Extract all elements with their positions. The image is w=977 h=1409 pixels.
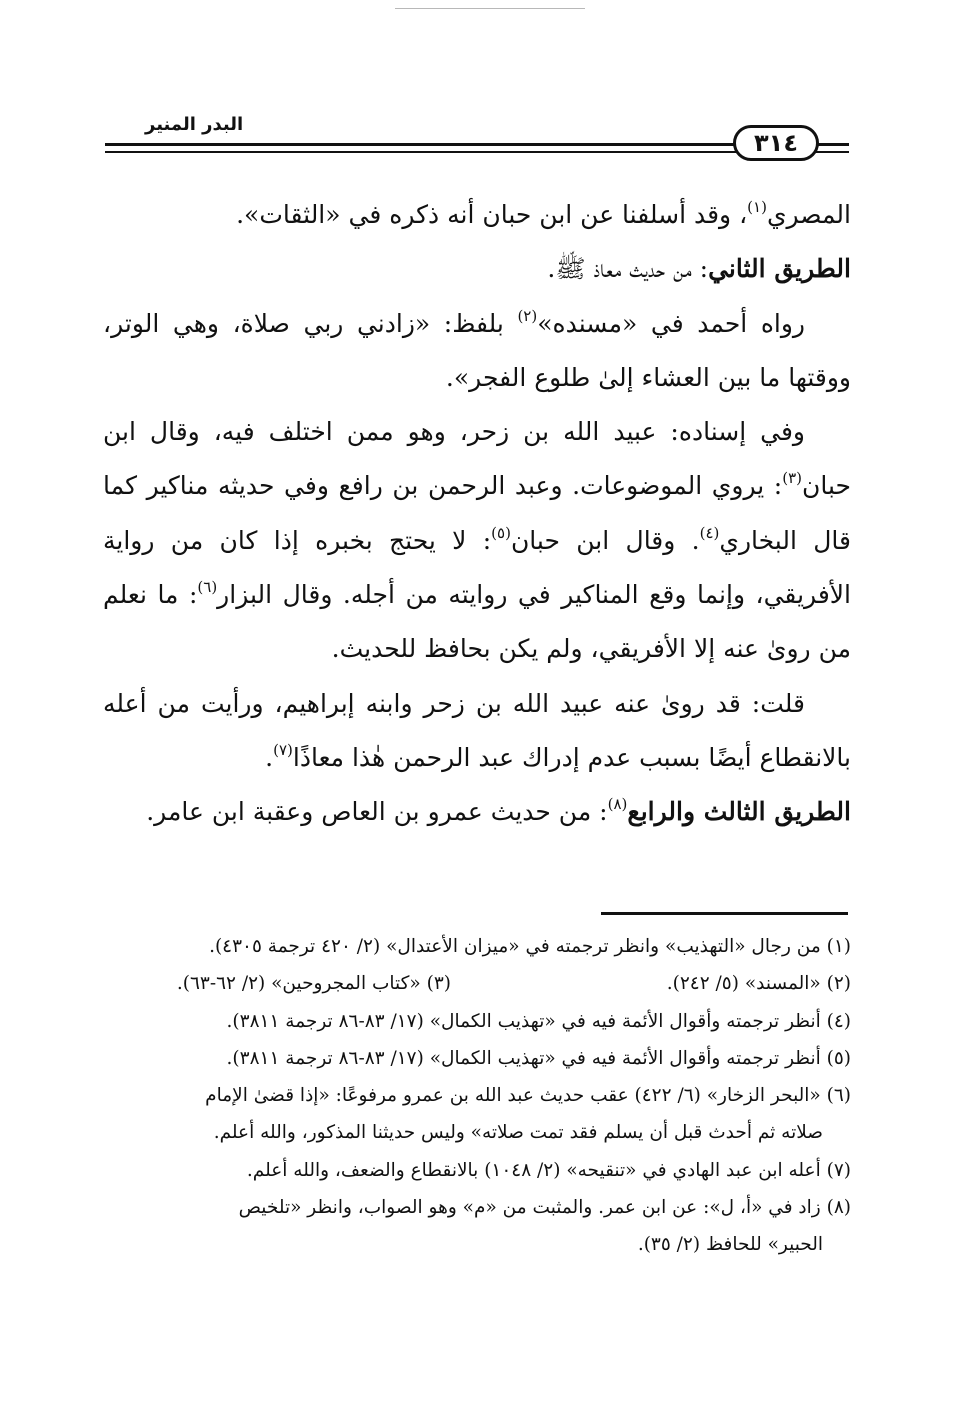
text-run: . [265, 742, 274, 772]
text-run: قلت: قد روىٰ عنه عبيد الله بن زحر وابنه إبراهيم، ورأيت من أعله بالانقطاع أيضًا بسبب عدم إدراك عبد الرحمن هٰذا معاذًا [103, 688, 851, 772]
page-number: ٣١٤ [733, 125, 819, 161]
scan-top-mark [395, 8, 585, 9]
text-run: بلفظ: «زادني ربي صلاة، وهي الوتر، ووقتها ما بين العشاء إلىٰ طلوع الفجر». [103, 308, 851, 392]
text-run: المصري [766, 200, 851, 229]
footnote-5: (٥) أنظر ترجمته وأقوال الأئمة فيه في «تهذيب الكمال» (١٧/ ٨٣-٨٦ ترجمة ٣٨١١). [226, 1047, 851, 1069]
paragraph-1 [103, 188, 851, 242]
text-run: . وقال ابن حبان [510, 525, 700, 555]
paragraph-3 [103, 297, 851, 406]
text-run: : يروي الموضوعات. وعبد الرحمن بن رافع وفي حديثه مناكير كما قال البخاري [103, 471, 851, 555]
footnote-8: (٨) زاد في «أ، ل»: عن ابن عمر. والمثبت من «م» وهو الصواب، وانظر «تلخيص [238, 1197, 851, 1219]
text-run: : من حديث عمرو بن العاص وعقبة ابن عامر. [146, 797, 608, 827]
paragraph-2 [103, 242, 851, 296]
running-title: البدر المنير [145, 114, 244, 135]
text-run: رواه أحمد في «مسنده» [537, 308, 806, 338]
footnote-4: (٤) أنظر ترجمته وأقوال الأئمة فيه في «تهذيب الكمال» (١٧/ ٨٣-٨٦ ترجمة ٣٨١١). [226, 1010, 851, 1032]
footnote-8-continued: الحبير» للحافظ (٢/ ٣٥). [637, 1234, 823, 1256]
paragraph-4 [103, 405, 851, 676]
footnote-2: (٢) «المسند» (٥/ ٢٤٢). [666, 973, 851, 995]
footnote-separator [601, 912, 848, 915]
footnote-6: (٦) «البحر الزخار» (٦/ ٤٢٢) عقب حديث عبد الله بن عمرو مرفوعًا: «إذا قضىٰ الإمام [205, 1085, 851, 1107]
footnote-ref-6[interactable]: (٦) [197, 578, 218, 597]
footnote-ref-3[interactable]: (٣) [782, 469, 803, 488]
footnote-row-2-3 [103, 965, 851, 1002]
footnote-3: (٣) «كتاب المجروحين» (٢/ ٦٢-٦٣). [176, 973, 451, 995]
footnote-ref-2[interactable]: (٢) [517, 306, 538, 325]
text-run: : من حديث معاذ ﷺ. [547, 254, 709, 284]
section-heading-2: الطريق الثاني [708, 254, 851, 284]
paragraph-6 [103, 785, 851, 839]
footnote-ref-8[interactable]: (٨) [607, 795, 628, 814]
footnote-1: (١) من رجال «التهذيب» وانظر ترجمته في «ميزان الأعتدال» (٢/ ٤٢٠ ترجمة ٤٣٠٥). [209, 936, 851, 957]
footnotes [103, 928, 851, 1264]
footnote-ref-1[interactable]: (١) [747, 198, 767, 216]
footnote-ref-5[interactable]: (٥) [491, 523, 511, 542]
paragraph-5 [103, 677, 851, 786]
footnote-6-continued: صلاته ثم أحدث قبل أن يسلم فقد تمت صلاته» وليس حديثنا المذكور، والله أعلم. [213, 1122, 823, 1144]
text-run: : ما نعلم من روىٰ عنه إلا الأفريقي، ولم يكن بحافظ للحديث. [103, 580, 851, 664]
page-header [105, 112, 849, 162]
text-run: وفي إسناده: عبيد الله بن زحر، وهو ممن اختلف فيه، وقال ابن حبان [103, 417, 851, 501]
footnote-7: (٧) أعله ابن عبد الهادي في «تنقيحه» (٢/ ١٠٤٨) بالانقطاع والضعف، والله أعلم. [246, 1159, 851, 1181]
main-text [103, 188, 851, 840]
section-heading-3-4: الطريق الثالث والرابع [627, 797, 851, 827]
text-run: ، وقد أسلفنا عن ابن حبان أنه ذكره في «الثقات». [236, 200, 748, 229]
text-run: : لا يحتج بخبره إذا كان من رواية الأفريقي، وإنما وقع المناكير في روايته من أجله. وقال البزار [103, 525, 851, 610]
footnote-ref-7[interactable]: (٧) [273, 740, 293, 759]
footnote-ref-4[interactable]: (٤) [699, 523, 720, 542]
